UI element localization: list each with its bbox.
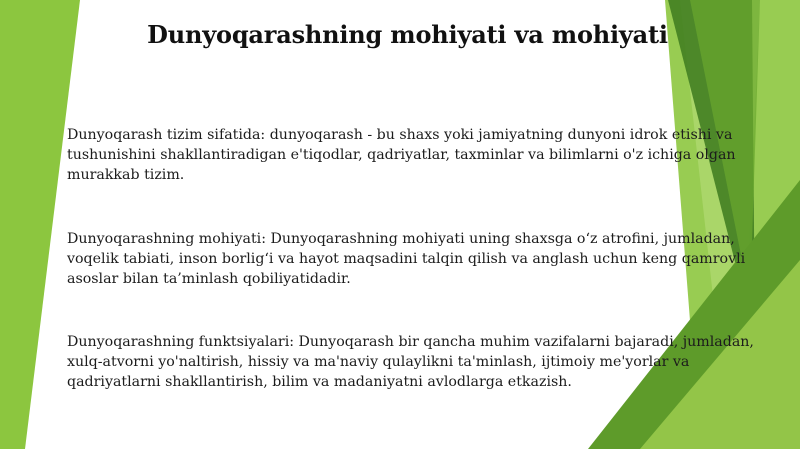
slide-title: Dunyoqarashning mohiyati va mohiyati (147, 20, 668, 49)
paragraph-worldview-essence: Dunyoqarashning mohiyati: Dunyoqarashning mohiyati uning shaxsga o‘z atrofini, jumladan, voqelik tabiati, inson borlig‘i va hayot maqsadini talqin qilish va anglash uchun keng qamrovli asoslar bilan ta’minlash qobiliyatidadir. (67, 231, 746, 287)
paragraph-worldview-as-system: Dunyoqarash tizim sifatida: dunyoqarash - bu shaxs yoki jamiyatning dunyoni idrok etishi va tushunishini shakllantiradigan e'tiqodlar, qadriyatlar, taxminlar va bilimlarni o'z ichiga olgan murakkab tizim. (67, 127, 736, 183)
paragraph-worldview-functions: Dunyoqarashning funktsiyalari: Dunyoqarash bir qancha muhim vazifalarni bajaradi, jumladan, xulq-atvorni yo'naltirish, hissiy va ma'naviy qulaylikni ta'minlash, ijtimoiy me'yorlar va qadriyatlarni shakllantirish, bilim va madaniyatni avlodlarga etkazish. (67, 334, 754, 390)
